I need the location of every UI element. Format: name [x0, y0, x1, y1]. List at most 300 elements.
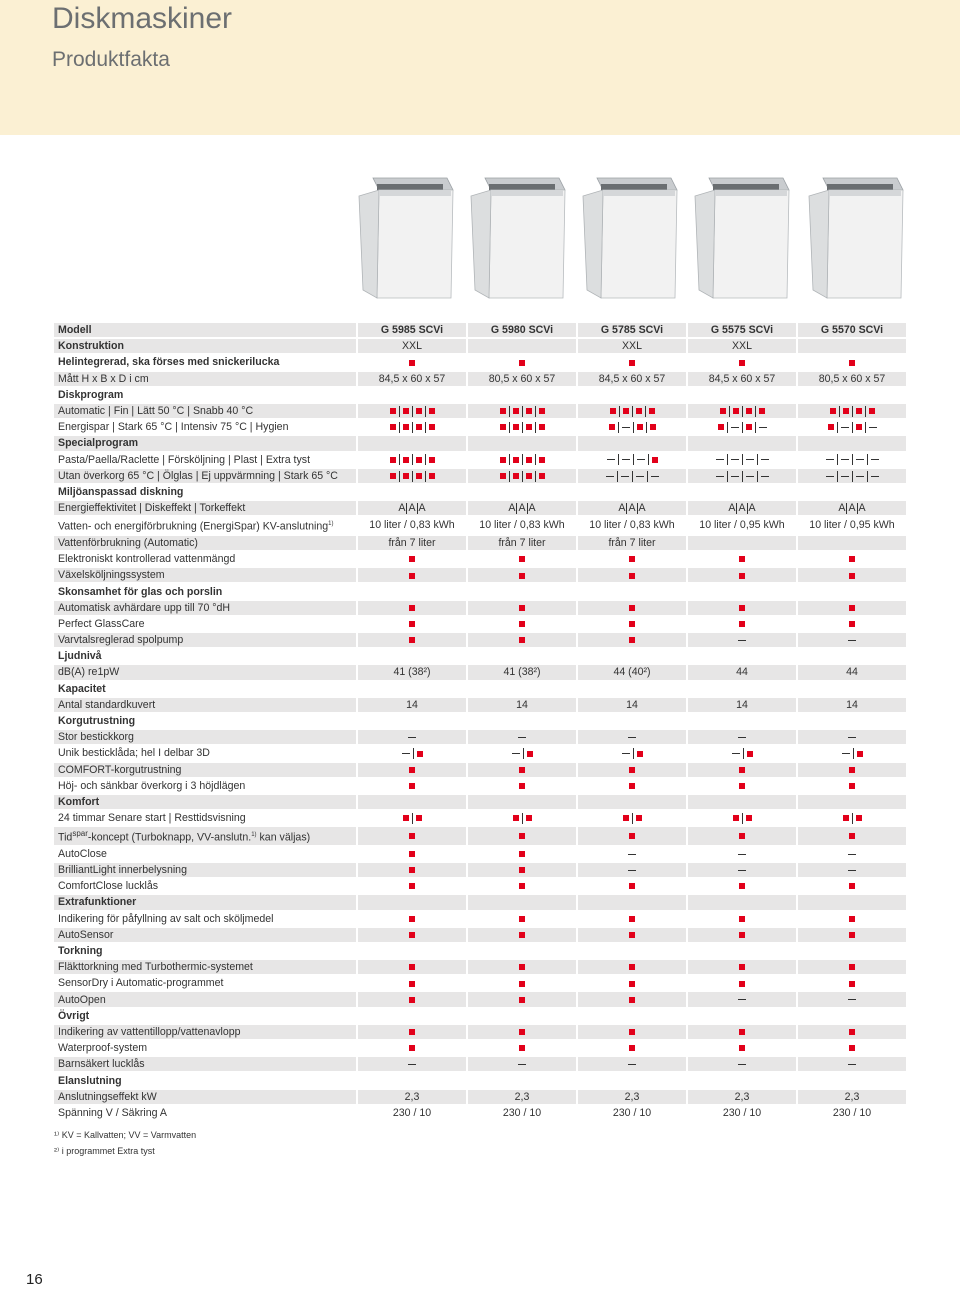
value-cell — [796, 960, 906, 974]
not-included-dash-icon — [761, 459, 769, 460]
included-mark-icon — [513, 473, 519, 479]
cell-text: 10 liter / 0,83 kWh — [369, 519, 455, 532]
value-cell — [466, 976, 576, 990]
table-row — [54, 847, 906, 861]
included-mark-icon — [519, 964, 525, 970]
value-cell — [466, 1106, 576, 1120]
included-mark-icon — [409, 932, 415, 938]
row-label: Waterproof-system — [54, 1041, 356, 1055]
value-cell — [356, 912, 466, 926]
value-cell — [576, 436, 686, 450]
included-mark-icon — [519, 1029, 525, 1035]
value-cell — [356, 992, 466, 1006]
value-cell — [466, 501, 576, 515]
value-cell — [796, 992, 906, 1006]
value-cell — [356, 501, 466, 515]
value-cell — [466, 1057, 576, 1071]
separator — [867, 471, 868, 482]
value-cell — [796, 912, 906, 926]
not-included-dash-icon — [731, 459, 739, 460]
not-included-dash-icon — [841, 427, 849, 428]
cell-text: XXL — [731, 340, 753, 353]
value-cell — [686, 420, 796, 434]
value-cell — [576, 746, 686, 760]
included-mark-icon — [739, 556, 745, 562]
separator — [425, 454, 426, 465]
value-cell — [796, 1090, 906, 1104]
value-cell — [466, 779, 576, 793]
cell-text: 44 — [736, 666, 748, 679]
table-row — [54, 1025, 906, 1039]
included-mark-icon — [849, 1045, 855, 1051]
included-mark-icon — [747, 751, 753, 757]
value-cell — [356, 436, 466, 450]
value-cell — [576, 944, 686, 958]
section-heading: Miljöanspassad diskning — [54, 485, 356, 499]
value-cell — [356, 795, 466, 809]
included-mark-icon — [500, 408, 506, 414]
separator — [522, 454, 523, 465]
row-label: Unik besticklåda; hel I delbar 3D — [54, 746, 356, 760]
not-included-dash-icon — [731, 427, 739, 428]
included-mark-icon — [390, 424, 396, 430]
table-row — [54, 763, 906, 777]
value-cell — [576, 1025, 686, 1039]
value-cell — [686, 847, 796, 861]
included-mark-icon — [739, 573, 745, 579]
row-label: Vattenförbrukning (Automatic) — [54, 536, 356, 550]
included-mark-icon — [629, 767, 635, 773]
not-included-dash-icon — [841, 476, 849, 477]
included-mark-icon — [539, 457, 545, 463]
value-cell — [466, 1073, 576, 1087]
included-mark-icon — [519, 767, 525, 773]
not-included-dash-icon — [606, 476, 614, 477]
cell-text: 2,3 — [514, 1090, 530, 1103]
not-included-dash-icon — [716, 476, 724, 477]
value-cell — [576, 536, 686, 550]
cell-text: 2,3 — [734, 1090, 750, 1103]
table-header-row — [54, 323, 906, 337]
model-name: G 5985 SCVi — [356, 323, 466, 337]
value-cell — [466, 730, 576, 744]
separator — [425, 471, 426, 482]
included-mark-icon — [739, 964, 745, 970]
included-mark-icon — [739, 783, 745, 789]
separator — [535, 471, 536, 482]
value-cell — [576, 355, 686, 369]
separator — [727, 422, 728, 433]
separator — [742, 813, 743, 824]
value-cell — [686, 912, 796, 926]
separator — [412, 813, 413, 824]
value-cell — [576, 649, 686, 663]
separator — [633, 422, 634, 433]
value-cell — [686, 879, 796, 893]
included-mark-icon — [629, 833, 635, 839]
included-mark-icon — [609, 424, 615, 430]
spec-table — [54, 321, 906, 1122]
included-mark-icon — [856, 815, 862, 821]
value-cell — [576, 960, 686, 974]
value-cell — [796, 795, 906, 809]
included-mark-icon — [720, 408, 726, 414]
value-cell — [796, 339, 906, 353]
not-included-dash-icon — [841, 459, 849, 460]
value-cell — [356, 536, 466, 550]
value-cell — [796, 895, 906, 909]
value-cell — [686, 584, 796, 598]
section-heading: Skonsamhet för glas och porslin — [54, 584, 356, 598]
included-mark-icon — [500, 457, 506, 463]
value-cell — [686, 863, 796, 877]
section-heading: Övrigt — [54, 1009, 356, 1023]
cell-text: A — [528, 502, 536, 515]
separator — [755, 406, 756, 417]
not-included-dash-icon — [637, 459, 645, 460]
value-cell — [356, 714, 466, 728]
page-number: 16 — [26, 1271, 43, 1288]
included-mark-icon — [409, 883, 415, 889]
value-cell — [796, 730, 906, 744]
not-included-dash-icon — [746, 476, 754, 477]
value-cell — [686, 617, 796, 631]
value-cell — [576, 928, 686, 942]
value-cell — [356, 811, 466, 825]
table-row — [54, 501, 906, 515]
not-included-dash-icon — [856, 476, 864, 477]
separator — [399, 406, 400, 417]
value-cell — [576, 1090, 686, 1104]
value-cell — [686, 779, 796, 793]
cell-text: A — [858, 502, 866, 515]
included-mark-icon — [519, 981, 525, 987]
value-cell — [576, 339, 686, 353]
value-cell — [576, 633, 686, 647]
value-cell — [356, 895, 466, 909]
included-mark-icon — [849, 556, 855, 562]
row-label: dB(A) re1pW — [54, 665, 356, 679]
value-cell — [576, 976, 686, 990]
included-mark-icon — [857, 751, 863, 757]
separator — [757, 454, 758, 465]
separator — [509, 454, 510, 465]
value-cell — [466, 714, 576, 728]
value-cell — [466, 388, 576, 402]
included-mark-icon — [409, 833, 415, 839]
included-mark-icon — [519, 833, 525, 839]
not-included-dash-icon — [738, 870, 746, 871]
value-cell — [796, 633, 906, 647]
value-cell — [796, 1057, 906, 1071]
included-mark-icon — [637, 751, 643, 757]
not-included-dash-icon — [518, 737, 526, 738]
included-mark-icon — [403, 408, 409, 414]
separator — [633, 454, 634, 465]
not-included-dash-icon — [842, 753, 850, 754]
included-mark-icon — [513, 408, 519, 414]
value-cell — [356, 1073, 466, 1087]
value-cell — [466, 811, 576, 825]
value-cell — [686, 453, 796, 467]
value-cell — [796, 501, 906, 515]
value-cell — [466, 698, 576, 712]
included-mark-icon — [519, 637, 525, 643]
not-included-dash-icon — [651, 476, 659, 477]
value-cell — [576, 584, 686, 598]
model-name: G 5785 SCVi — [576, 323, 686, 337]
row-label: Automatisk avhärdare upp till 70 °dH — [54, 601, 356, 615]
value-cell — [466, 633, 576, 647]
value-cell — [686, 649, 796, 663]
row-label: Indikering för påfyllning av salt och sköljmedel — [54, 912, 356, 926]
included-mark-icon — [526, 473, 532, 479]
separator — [417, 503, 418, 514]
value-cell — [796, 779, 906, 793]
table-row — [54, 568, 906, 582]
value-cell — [466, 827, 576, 845]
value-cell — [796, 1025, 906, 1039]
cell-text: från 7 liter — [498, 537, 546, 550]
included-mark-icon — [739, 360, 745, 366]
value-cell — [796, 372, 906, 386]
value-cell — [576, 698, 686, 712]
value-cell — [466, 568, 576, 582]
value-cell — [796, 649, 906, 663]
cell-text: A — [508, 502, 516, 515]
table-row — [54, 469, 906, 483]
value-cell — [686, 928, 796, 942]
cell-text: 230 / 10 — [502, 1107, 542, 1119]
separator — [637, 503, 638, 514]
not-included-dash-icon — [759, 427, 767, 428]
value-cell — [466, 436, 576, 450]
included-mark-icon — [539, 408, 545, 414]
value-cell — [796, 355, 906, 369]
value-cell — [466, 746, 576, 760]
table-row — [54, 698, 906, 712]
table-row — [54, 912, 906, 926]
included-mark-icon — [849, 932, 855, 938]
cell-text: 14 — [626, 698, 638, 711]
dishwasher-image — [355, 170, 455, 310]
cell-text: 230 / 10 — [392, 1107, 432, 1119]
separator — [852, 813, 853, 824]
value-cell — [466, 763, 576, 777]
value-cell — [686, 501, 796, 515]
value-cell — [356, 1090, 466, 1104]
separator — [509, 406, 510, 417]
section-heading-row — [54, 485, 906, 499]
cell-text: A — [408, 502, 416, 515]
section-heading-row — [54, 436, 906, 450]
value-cell — [686, 552, 796, 566]
value-cell — [466, 517, 576, 534]
row-label: Konstruktion — [54, 339, 356, 353]
included-mark-icon — [416, 424, 422, 430]
included-mark-icon — [652, 457, 658, 463]
value-cell — [576, 1057, 686, 1071]
value-cell — [356, 372, 466, 386]
value-cell — [796, 552, 906, 566]
separator — [399, 422, 400, 433]
separator — [742, 422, 743, 433]
not-included-dash-icon — [628, 737, 636, 738]
included-mark-icon — [409, 621, 415, 627]
separator — [839, 406, 840, 417]
separator — [617, 471, 618, 482]
value-cell — [576, 665, 686, 679]
value-cell — [356, 584, 466, 598]
table-row — [54, 811, 906, 825]
not-included-dash-icon — [622, 427, 630, 428]
table-row — [54, 1057, 906, 1071]
included-mark-icon — [629, 573, 635, 579]
value-cell — [796, 827, 906, 845]
separator — [522, 422, 523, 433]
cell-text: 14 — [846, 698, 858, 711]
table-row — [54, 404, 906, 418]
included-mark-icon — [739, 833, 745, 839]
model-name: G 5575 SCVi — [686, 323, 796, 337]
included-mark-icon — [513, 457, 519, 463]
value-cell — [466, 485, 576, 499]
value-cell — [466, 355, 576, 369]
value-cell — [356, 552, 466, 566]
included-mark-icon — [527, 751, 533, 757]
not-included-dash-icon — [621, 476, 629, 477]
value-cell — [686, 811, 796, 825]
value-cell — [576, 1041, 686, 1055]
value-cell — [466, 879, 576, 893]
included-mark-icon — [629, 981, 635, 987]
included-mark-icon — [409, 573, 415, 579]
included-mark-icon — [429, 473, 435, 479]
dishwasher-image — [691, 170, 791, 310]
separator — [837, 454, 838, 465]
included-mark-icon — [409, 556, 415, 562]
value-cell — [686, 633, 796, 647]
not-included-dash-icon — [402, 753, 410, 754]
value-cell — [576, 1106, 686, 1120]
cell-text: 80,5 x 60 x 57 — [488, 372, 556, 385]
included-mark-icon — [519, 573, 525, 579]
value-cell — [576, 501, 686, 515]
not-included-dash-icon — [746, 459, 754, 460]
value-cell — [466, 420, 576, 434]
not-included-dash-icon — [408, 737, 416, 738]
separator — [632, 406, 633, 417]
value-cell — [686, 388, 796, 402]
row-label: Tid$^{spar}$-koncept (Turboknapp, VV-anslutn.$^{1)}$ kan väljas) — [54, 827, 356, 845]
not-included-dash-icon — [826, 459, 834, 460]
included-mark-icon — [843, 815, 849, 821]
not-included-dash-icon — [738, 1064, 746, 1065]
separator — [837, 422, 838, 433]
included-mark-icon — [519, 556, 525, 562]
cell-text: från 7 liter — [388, 537, 436, 550]
value-cell — [466, 960, 576, 974]
not-included-dash-icon — [738, 737, 746, 738]
included-mark-icon — [629, 997, 635, 1003]
value-cell — [576, 730, 686, 744]
value-cell — [576, 420, 686, 434]
row-label: Antal standardkuvert — [54, 698, 356, 712]
included-mark-icon — [403, 424, 409, 430]
included-mark-icon — [526, 408, 532, 414]
value-cell — [686, 763, 796, 777]
row-label: AutoClose — [54, 847, 356, 861]
included-mark-icon — [849, 605, 855, 611]
value-cell — [796, 1106, 906, 1120]
included-mark-icon — [629, 360, 635, 366]
separator — [646, 422, 647, 433]
value-cell — [466, 552, 576, 566]
value-cell — [576, 485, 686, 499]
footnote-1: ¹⁾ KV = Kallvatten; VV = Varmvatten — [54, 1130, 197, 1140]
separator — [742, 471, 743, 482]
value-cell — [576, 552, 686, 566]
value-cell — [576, 388, 686, 402]
value-cell — [686, 730, 796, 744]
not-included-dash-icon — [871, 476, 879, 477]
section-heading: Kapacitet — [54, 682, 356, 696]
value-cell — [356, 960, 466, 974]
section-heading: Extrafunktioner — [54, 895, 356, 909]
value-cell — [356, 404, 466, 418]
value-cell — [576, 795, 686, 809]
included-mark-icon — [629, 883, 635, 889]
included-mark-icon — [849, 621, 855, 627]
separator — [413, 748, 414, 759]
value-cell — [686, 960, 796, 974]
separator — [648, 454, 649, 465]
not-included-dash-icon — [848, 1064, 856, 1065]
included-mark-icon — [739, 916, 745, 922]
value-cell — [356, 879, 466, 893]
included-mark-icon — [650, 424, 656, 430]
cell-text: A — [728, 502, 736, 515]
value-cell — [686, 1025, 796, 1039]
value-cell — [576, 779, 686, 793]
included-mark-icon — [849, 883, 855, 889]
value-cell — [576, 863, 686, 877]
included-mark-icon — [629, 783, 635, 789]
included-mark-icon — [409, 851, 415, 857]
value-cell — [356, 847, 466, 861]
cell-text: A — [638, 502, 646, 515]
row-label: Energieffektivitet | Diskeffekt | Torkeffekt — [54, 501, 356, 515]
not-included-dash-icon — [628, 1064, 636, 1065]
value-cell — [686, 1057, 796, 1071]
cell-text: 44 — [846, 666, 858, 679]
separator — [535, 454, 536, 465]
separator — [742, 454, 743, 465]
value-cell — [796, 698, 906, 712]
value-cell — [356, 730, 466, 744]
value-cell — [796, 617, 906, 631]
not-included-dash-icon — [869, 427, 877, 428]
value-cell — [686, 682, 796, 696]
included-mark-icon — [759, 408, 765, 414]
value-cell — [686, 976, 796, 990]
table-row — [54, 372, 906, 386]
separator — [853, 748, 854, 759]
value-cell — [466, 649, 576, 663]
value-cell — [466, 928, 576, 942]
included-mark-icon — [849, 767, 855, 773]
page-title: Diskmaskiner — [52, 2, 233, 35]
